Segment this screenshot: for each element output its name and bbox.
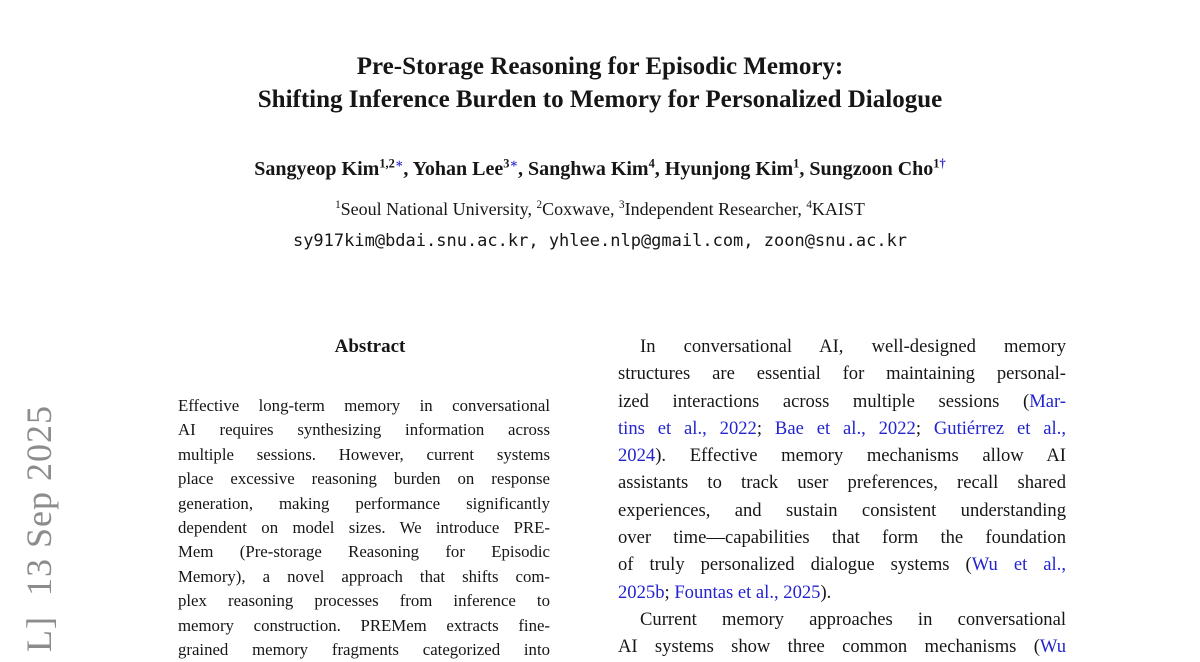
paper-title-line1: Pre-Storage Reasoning for Episodic Memory: — [356, 53, 844, 80]
author-superscript: 1 — [793, 156, 800, 171]
paper-header — [0, 50, 1200, 251]
author-footnote-mark: † — [939, 156, 946, 171]
author-superscript: 1,2∗ — [379, 156, 404, 171]
affiliation-superscript: 2 — [536, 199, 543, 211]
citation-link[interactable]: Wu — [1039, 636, 1066, 658]
text-line — [178, 394, 550, 418]
text-line — [178, 614, 550, 638]
text-line — [178, 492, 550, 516]
affiliation-item: $^4$KAIST — [806, 199, 865, 219]
citation-link[interactable]: tins et al., 2022 — [618, 417, 757, 439]
text-run: ; — [664, 581, 675, 603]
text-run: grained memory fragments categorized into — [178, 640, 550, 660]
citation-link[interactable]: 2025b — [618, 581, 665, 603]
text-line — [618, 633, 1066, 660]
text-run: assistants to track user preferences, recall shared — [618, 472, 1066, 494]
abstract-body — [178, 394, 550, 662]
text-run: memory construction. PREMem extracts fine- — [178, 615, 550, 635]
text-line — [618, 333, 1066, 360]
author-name: Sangyeop Kim$^{1,2∗}$ — [254, 156, 404, 180]
author-line: Sangyeop Kim$^{1,2∗}$, Yohan Lee$^{3∗}$, Sanghwa Kim$^4$, Hyunjong Kim$^1$, Sungzoon Cho$^{1\dagger}$ — [254, 156, 946, 180]
arxiv-stamp: L] 13 Sep 2025 — [19, 405, 59, 652]
text-run: generation, making performance significantly — [178, 493, 550, 513]
text-run: over time—capabilities that form the foundation — [618, 527, 1066, 549]
author-superscript: 1† — [933, 156, 946, 171]
author-name: Hyunjong Kim$^1$ — [664, 156, 800, 180]
author-superscript: 3∗ — [503, 156, 518, 171]
text-line — [618, 469, 1066, 496]
author-footnote-mark: ∗ — [509, 156, 518, 171]
text-line — [178, 638, 550, 662]
text-line — [618, 579, 1066, 606]
text-line — [618, 497, 1066, 524]
text-line — [618, 415, 1066, 442]
email-line: sy917kim@bdai.snu.ac.kr, yhlee.nlp@gmail.com, zoon@snu.ac.kr — [292, 231, 908, 251]
text-line — [618, 442, 1066, 469]
text-run: AI systems show three common mechanisms ( — [618, 636, 1040, 658]
affiliation-superscript: 4 — [806, 199, 812, 211]
text-run: Mem (Pre-storage Reasoning for Episodic — [178, 542, 550, 562]
text-line — [618, 524, 1066, 551]
author-superscript: 4 — [648, 156, 655, 171]
author-name: Sungzoon Cho$^{1\dagger}$ — [809, 156, 946, 180]
text-line — [178, 467, 550, 491]
text-line — [618, 388, 1066, 415]
text-run: dependent on model sizes. We introduce PRE- — [178, 518, 550, 538]
affiliation-item: $^3$Independent Researcher — [619, 199, 798, 219]
text-line — [178, 589, 550, 613]
text-run: ). Effective memory mechanisms allow AI — [655, 445, 1066, 467]
text-run: AI requires synthesizing information across — [178, 420, 550, 440]
text-run: Current memory approaches in conversational — [640, 608, 1066, 630]
text-line — [178, 540, 550, 564]
affiliation-line: $^1$Seoul National University, $^2$Coxwave, $^3$Independent Researcher, $^4$KAIST — [335, 199, 865, 219]
author-name: Sanghwa Kim$^4$ — [528, 156, 655, 180]
text-run: of truly personalized dialogue systems ( — [618, 554, 972, 576]
left-column — [160, 336, 580, 662]
text-line — [178, 418, 550, 442]
text-run: Memory), a novel approach that shifts com- — [178, 566, 550, 586]
text-run: Effective long-term memory in conversational — [178, 396, 550, 415]
text-line — [178, 443, 550, 467]
text-line — [178, 565, 550, 589]
text-run: structures are essential for maintaining personal- — [618, 363, 1066, 385]
text-run: ). — [820, 581, 832, 603]
text-run: In conversational AI, well-designed memory — [640, 336, 1066, 357]
text-run: plex reasoning processes from inference to — [178, 591, 550, 611]
citation-link[interactable]: 2024 — [618, 445, 656, 467]
introduction-column — [618, 333, 1066, 661]
citation-link[interactable]: Wu et al., — [971, 554, 1066, 576]
citation-link[interactable]: Mar- — [1029, 390, 1066, 412]
author-name: Yohan Lee$^{3∗}$ — [412, 156, 518, 180]
text-run: ized interactions across multiple sessions ( — [618, 390, 1030, 412]
text-run: experiences, and sustain consistent understanding — [618, 499, 1066, 521]
citation-link[interactable]: Gutiérrez et al., — [933, 417, 1066, 439]
author-footnote-mark: ∗ — [394, 156, 404, 171]
text-line — [178, 516, 550, 540]
abstract-heading: Abstract — [334, 336, 406, 357]
affiliation-item: $^1$Seoul National University — [335, 199, 528, 219]
text-run: multiple sessions. However, current systems — [178, 444, 550, 464]
affiliation-item: $^2$Coxwave — [536, 199, 611, 219]
citation-link[interactable]: Bae et al., 2022 — [774, 417, 916, 439]
text-run: ; — [756, 417, 775, 439]
text-line — [618, 551, 1066, 578]
text-line — [618, 360, 1066, 387]
text-line — [618, 606, 1066, 633]
text-run: ; — [915, 417, 934, 439]
text-run: place excessive reasoning burden on response — [178, 469, 550, 489]
citation-link[interactable]: Fountas et al., 2025 — [674, 581, 821, 603]
paper-title-line2: Shifting Inference Burden to Memory for Personalized Dialogue — [257, 86, 943, 113]
affiliation-superscript: 1 — [335, 199, 341, 211]
affiliation-superscript: 3 — [619, 199, 625, 211]
